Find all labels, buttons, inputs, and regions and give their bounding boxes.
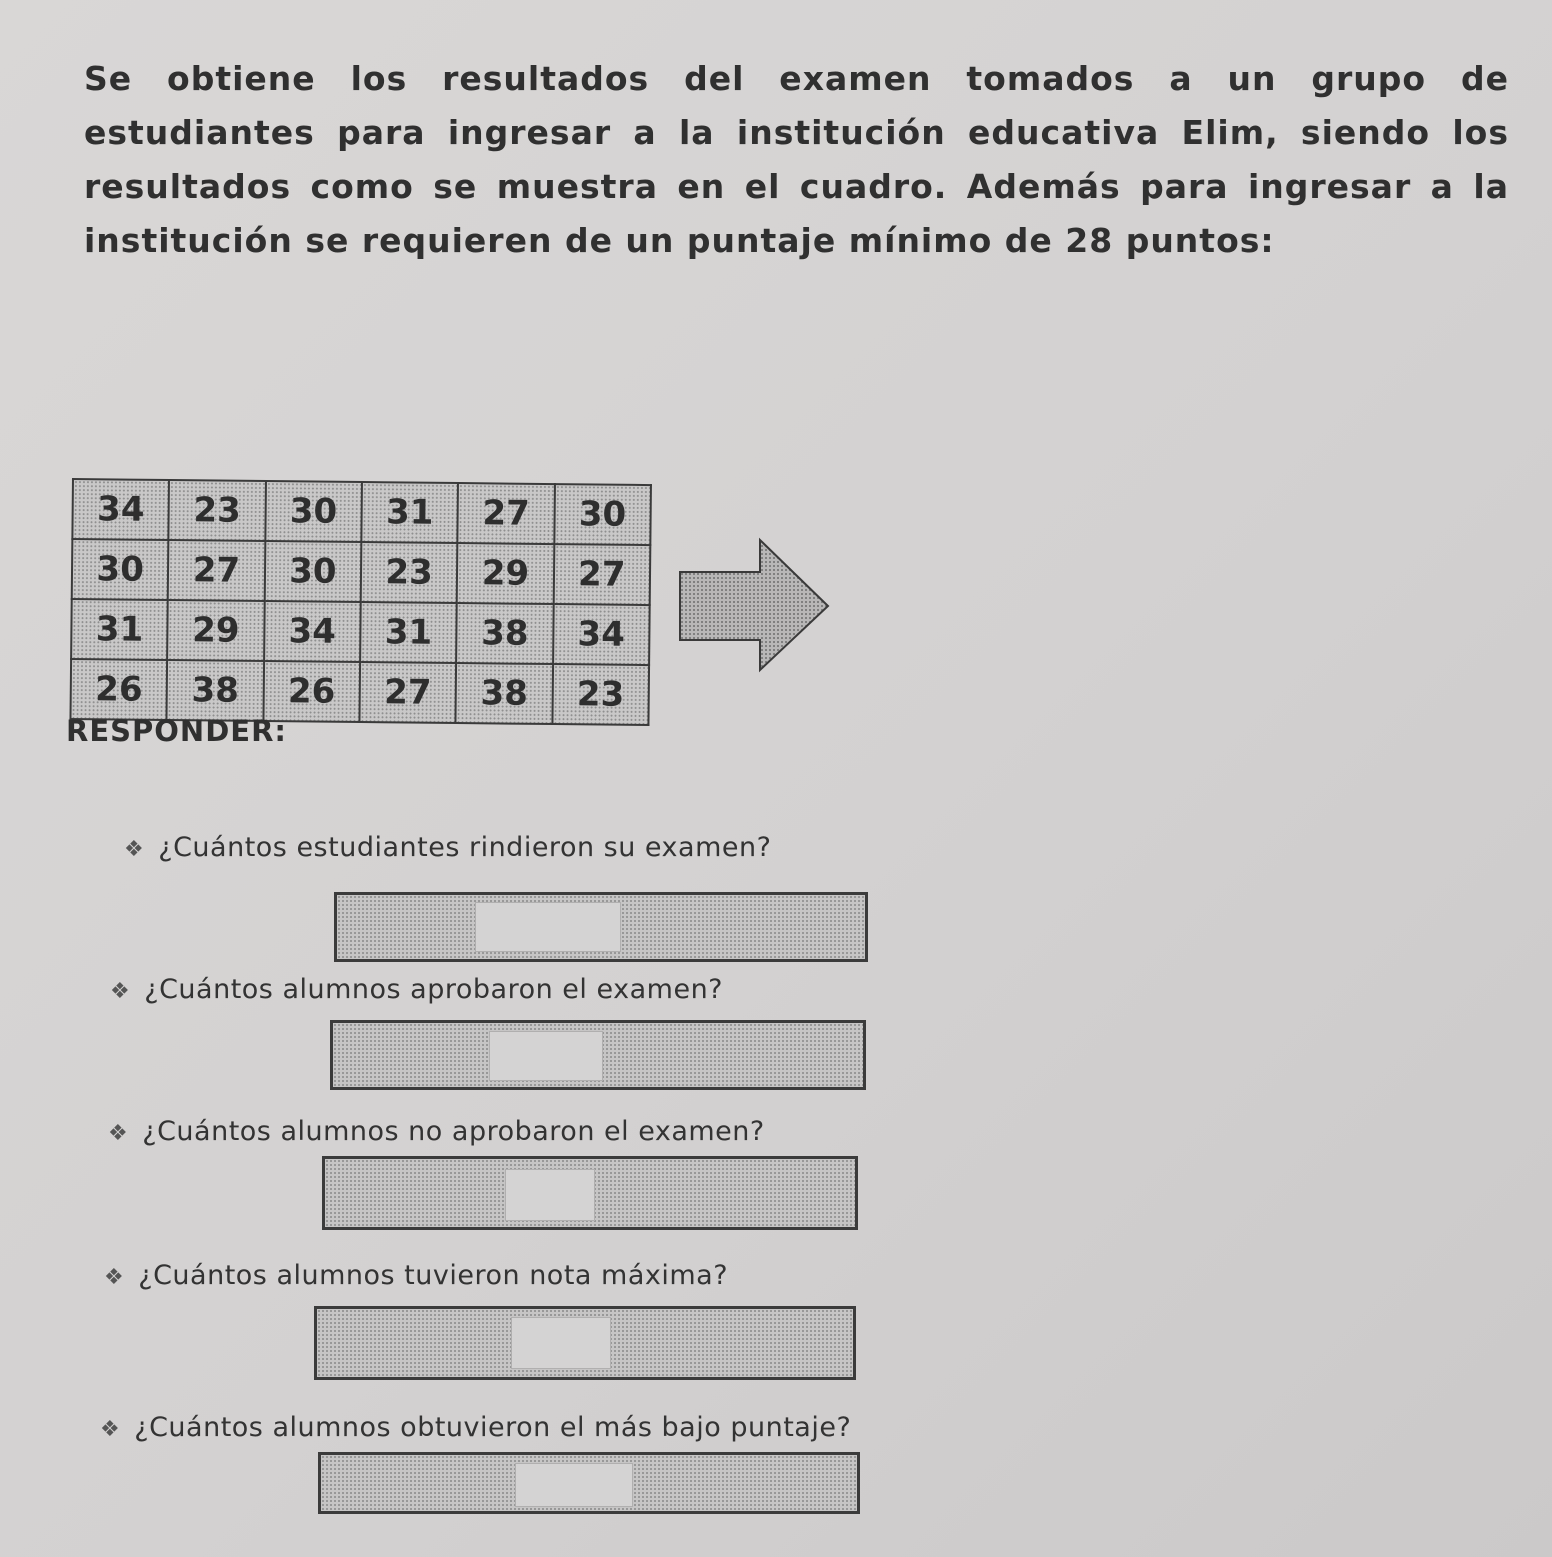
diamond-bullet-icon: ❖ [104,1265,125,1290]
answer-field-3[interactable] [505,1169,595,1221]
table-cell: 38 [167,660,264,721]
table-cell: 27 [458,483,555,544]
table-row [72,479,651,545]
diamond-bullet-icon: ❖ [108,1121,129,1146]
question-text: ¿Cuántos alumnos no aprobaron el examen? [142,1116,765,1147]
scores-table [69,478,652,726]
question-2 [110,974,723,1005]
responder-heading: RESPONDER: [66,714,288,748]
question-text: ¿Cuántos alumnos aprobaron el examen? [144,974,724,1005]
table-cell: 29 [457,543,554,604]
table-row [71,599,650,665]
diamond-bullet-icon: ❖ [124,837,145,862]
diamond-bullet-icon: ❖ [100,1417,121,1442]
answer-field-4[interactable] [511,1317,611,1369]
answer-box-1 [334,892,868,962]
table-cell: 26 [70,659,167,720]
table-cell: 34 [72,479,169,540]
question-1 [124,832,771,863]
table-cell: 34 [264,601,361,662]
table-cell: 31 [360,602,457,663]
table-cell: 27 [168,540,265,601]
question-3 [108,1116,765,1147]
table-cell: 38 [456,603,553,664]
answer-field-2[interactable] [489,1031,603,1081]
question-5 [100,1412,851,1443]
question-text: ¿Cuántos alumnos obtuvieron el más bajo puntaje? [134,1412,852,1443]
question-4 [104,1260,728,1291]
answer-box-5 [318,1452,860,1514]
answer-box-2 [330,1020,866,1090]
right-arrow-icon [676,536,832,674]
answer-box-3 [322,1156,858,1230]
table-cell: 30 [265,481,362,542]
diamond-bullet-icon: ❖ [110,979,131,1004]
table-cell: 30 [554,484,651,545]
table-cell: 31 [71,599,168,660]
table-cell: 23 [169,480,266,541]
answer-box-4 [314,1306,856,1380]
question-text: ¿Cuántos alumnos tuvieron nota máxima? [138,1260,729,1291]
question-text: ¿Cuántos estudiantes rindieron su examen? [158,832,772,863]
table-cell: 31 [361,482,458,543]
table-cell: 34 [553,604,650,665]
table-cell: 27 [359,662,456,723]
table-cell: 23 [361,542,458,603]
answer-field-1[interactable] [475,902,621,952]
table-cell: 38 [456,663,553,724]
table-cell: 23 [552,664,649,725]
problem-statement: Se obtiene los resultados del examen tomados a un grupo de estudiantes para ingresar a la institución educativa Elim, siendo los resultados como se muestra en el cuadro. Además para ingresar a la institución se requieren de un puntaje mínimo de 28 puntos: [84,59,1509,260]
table-cell: 27 [553,544,650,605]
table-cell: 29 [167,600,264,661]
table-cell: 30 [264,541,361,602]
table-cell: 26 [263,661,360,722]
table-row [72,539,651,605]
answer-field-5[interactable] [515,1463,633,1507]
table-cell: 30 [72,539,169,600]
